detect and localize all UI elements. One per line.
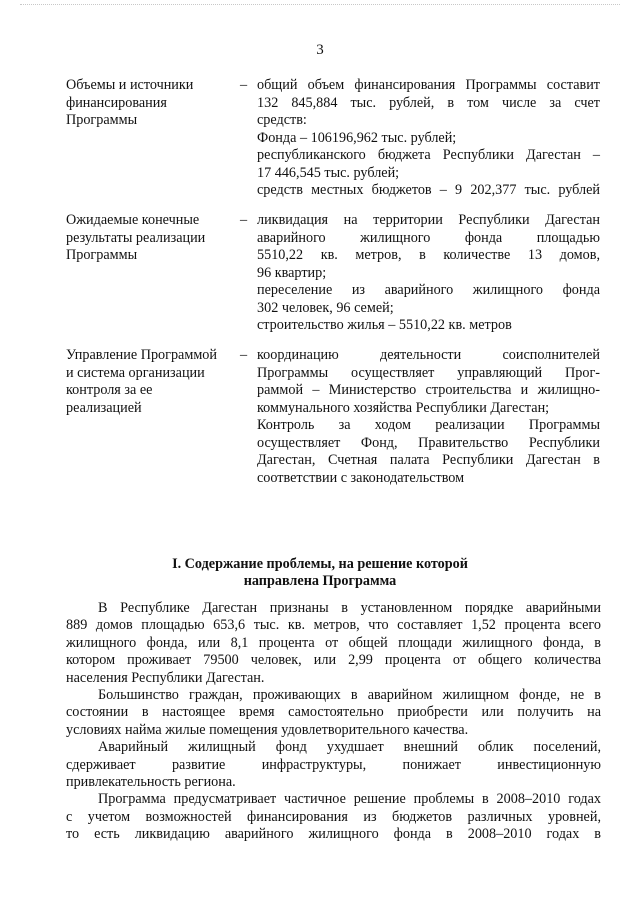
paragraph-line: с учетом возможностей финансирования из бюджетов различных уровней, (66, 808, 601, 825)
paragraph-line: Большинство граждан, проживающих в аварийном жилищном фонде, не в (98, 687, 601, 704)
passport-label-line: Программы (66, 247, 138, 263)
passport-content-line: общий объем финансирования Программы составит (257, 77, 600, 93)
passport-label (66, 212, 236, 265)
passport-content-line: осуществляет Фонд, Правительство Республики (257, 434, 600, 451)
paragraph-line: котором проживает 79500 человек, или 2,99 процента от общего количества (66, 652, 601, 669)
passport-content-line: аварийного жилищного фонда площадью (257, 229, 600, 246)
passport-content-line: Фонда – 106196,962 тыс. рублей; (257, 129, 457, 146)
passport-label-line: Объемы и источники (66, 77, 194, 93)
passport-content-line: республиканского бюджета Республики Дагестан – (257, 147, 600, 163)
passport-content-line: координацию деятельности соисполнителей (257, 347, 600, 363)
passport-content-line: 96 квартир; (257, 264, 327, 281)
passport-content-line: коммунального хозяйства Республики Дагестан; (257, 399, 550, 416)
passport-label-line: Программы (66, 112, 138, 128)
passport-label (66, 77, 236, 130)
passport-content-line: 17 446,545 тыс. рублей; (257, 164, 400, 181)
paragraph-line: привлекательность региона. (66, 774, 236, 791)
passport-content-line: средств: (257, 112, 307, 128)
paragraph-line: Программа предусматривает частичное решение проблемы в 2008–2010 годах (98, 791, 601, 808)
passport-content (257, 212, 600, 335)
page-number: 3 (316, 42, 324, 58)
passport-label (66, 347, 236, 417)
passport-content (257, 347, 600, 487)
paragraph (66, 791, 601, 843)
paragraph (66, 739, 601, 791)
passport-content (257, 77, 600, 200)
passport-dash: – (240, 347, 248, 363)
passport-content-line: 5510,22 кв. метров, в количестве 13 домов, (257, 247, 600, 263)
passport-content-line: переселение из аварийного жилищного фонда (257, 282, 600, 298)
passport-label-line: и система организации (66, 364, 205, 381)
passport-content-line: строительство жилья – 5510,22 кв. метров (257, 317, 512, 333)
passport-label-line: контроля за ее (66, 382, 153, 398)
section-body (66, 600, 601, 844)
passport-content-line: Контроль за ходом реализации Программы (257, 417, 600, 433)
passport-content-line: средств местных бюджетов – 9 202,377 тыс. рублей (257, 182, 600, 198)
paragraph-line: жилищного фонда, или 8,1 процента от общей площади жилищного фонда, в (66, 634, 601, 651)
passport-label-line: реализацией (66, 399, 142, 416)
passport-content-line: 132 845,884 тыс. рублей, в том числе за счет (257, 94, 600, 111)
paragraph-line: состоянии в настоящее время самостоятельно приобрести или получить на (66, 704, 601, 721)
paragraph-line: то есть ликвидацию аварийного жилищного фонда в 2008–2010 годах в (66, 826, 601, 843)
paragraph-line: 889 домов площадью 653,6 тыс. кв. метров, что составляет 1,52 процента всего (66, 617, 601, 634)
paragraph (66, 687, 601, 739)
passport-content-line: Программы осуществляет управляющий Прог- (257, 364, 600, 381)
passport-label-line: Управление Программой (66, 347, 217, 363)
passport-content-line: 302 человек, 96 семей; (257, 299, 394, 316)
section-title-line2: направлена Программа (243, 573, 397, 589)
passport-dash: – (240, 77, 248, 93)
paragraph-line: сдерживает развитие инфраструктуры, понижает инвестиционную (66, 756, 601, 773)
passport-label-line: Ожидаемые конечные (66, 212, 200, 228)
passport-dash: – (240, 212, 248, 228)
paragraph-line: населения Республики Дагестан. (66, 669, 265, 686)
paragraph-line: условиях найма жилые помещения удовлетворительного качества. (66, 721, 469, 738)
scan-edge-marks (20, 4, 620, 9)
passport-content-line: соответствии с законодательством (257, 469, 465, 486)
paragraph-line: В Республике Дагестан признаны в установленном порядке аварийными (98, 600, 601, 616)
paragraph-line: Аварийный жилищный фонд ухудшает внешний облик поселений, (98, 739, 601, 756)
section-title-line1: I. Содержание проблемы, на решение которой (172, 556, 468, 572)
passport-content-line: ликвидация на территории Республики Дагестан (257, 212, 600, 228)
passport-label-line: результаты реализации (66, 229, 206, 246)
passport-content-line: Дагестан, Счетная палата Республики Дагестан в (257, 452, 600, 468)
passport-label-line: финансирования (66, 94, 167, 111)
passport-content-line: раммой – Министерство строительства и жилищно- (257, 382, 600, 398)
paragraph (66, 600, 601, 687)
